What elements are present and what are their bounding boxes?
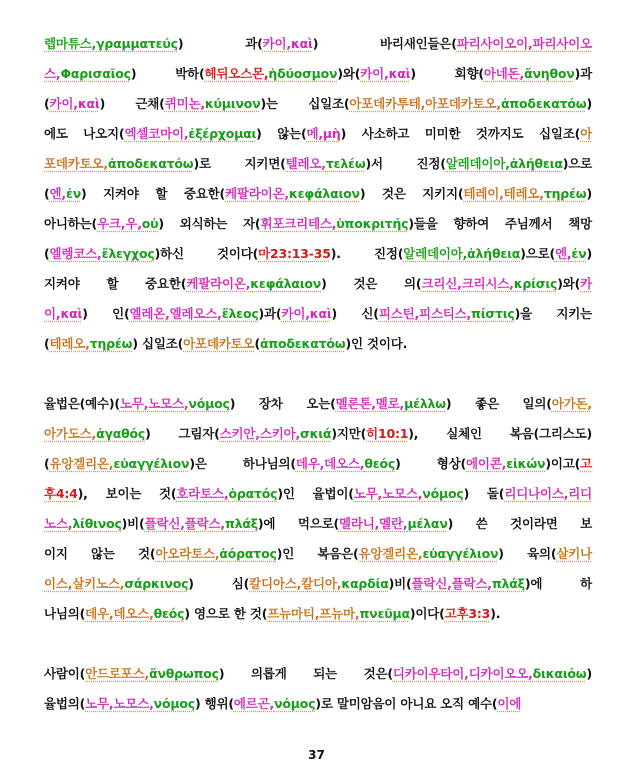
text-run: ) 않는( xyxy=(256,126,307,141)
text-run: )이고( xyxy=(545,456,581,471)
annotated-term: θεός xyxy=(153,606,185,621)
text-run: )와( xyxy=(337,66,361,81)
annotated-term: 에르곤, xyxy=(233,696,275,711)
text-run: 사람이( xyxy=(44,666,86,681)
annotated-term: δικαιόω xyxy=(532,666,587,681)
text-run: ( xyxy=(44,456,50,471)
annotated-term: μέλαν xyxy=(407,516,448,531)
annotated-term: 살키나 xyxy=(556,546,592,561)
annotated-term: πνεῦμα xyxy=(359,606,410,621)
text-line xyxy=(44,239,592,269)
annotated-term: ἀγαθός xyxy=(96,426,146,441)
text-line xyxy=(44,659,592,689)
text-run: ), 보이는 것( xyxy=(77,486,177,501)
annotated-term: 리디나이스,리디 xyxy=(504,486,592,501)
text-line xyxy=(44,59,592,89)
text-run: ) 것은 지키지( xyxy=(359,186,464,201)
text-line xyxy=(44,509,592,539)
annotated-term: 노스, xyxy=(44,516,73,531)
text-run: ), 실체인 복음(그리스도) xyxy=(408,426,592,441)
annotated-term: ἀόρατος xyxy=(219,546,277,561)
annotated-term: ἀποδεκατόω xyxy=(500,96,587,111)
text-run: ) 육의( xyxy=(498,546,557,561)
annotated-term: γραμματεύς xyxy=(96,36,178,51)
annotated-term: 멜라니,멜란, xyxy=(338,516,408,531)
annotated-term: 테레이, xyxy=(463,186,504,201)
annotated-term: ἔλεος xyxy=(221,306,259,321)
text-run: ) 바리새인들은( xyxy=(312,36,457,51)
annotated-term: 아네돈, xyxy=(483,66,525,81)
annotated-term: 히10:1 xyxy=(366,426,409,441)
text-run: ) xyxy=(586,666,592,681)
text-run: )을 지키는 xyxy=(514,306,593,321)
text-run: ) 장차 오는( xyxy=(229,396,336,411)
annotated-term: 아가도스, xyxy=(44,426,97,441)
annotated-term: 아가돈, xyxy=(551,396,592,411)
text-run: ( xyxy=(44,336,50,351)
annotated-term: 파리사이오이, xyxy=(456,36,533,51)
text-line xyxy=(44,89,592,119)
text-line xyxy=(44,449,592,479)
annotated-term: 엘렝코스, xyxy=(49,246,102,261)
annotated-term: 유앙겔리온, xyxy=(49,456,114,471)
annotated-term: πίστις xyxy=(471,306,515,321)
annotated-term: 엘레온,엘레오스, xyxy=(129,306,222,321)
text-run: ( xyxy=(44,96,50,111)
annotated-term: 테레오, xyxy=(503,186,544,201)
text-run: 이지 않는 것( xyxy=(44,546,156,561)
annotated-term: 이스,살키노스, xyxy=(44,576,125,591)
annotated-term: κρίσις xyxy=(513,276,558,291)
text-run: ) 외식하는 자( xyxy=(158,216,261,231)
text-run: )서 진정( xyxy=(365,156,446,171)
page-number: 37 xyxy=(308,748,325,762)
annotated-term: 에이콘, xyxy=(466,456,507,471)
annotated-term: 마23:13-35 xyxy=(258,246,331,261)
text-line xyxy=(44,119,592,149)
annotated-term: 칼디아스,칼디아, xyxy=(249,576,342,591)
annotated-term: τηρέω xyxy=(543,186,587,201)
annotated-term: 스키안,스키아, xyxy=(219,426,301,441)
text-line xyxy=(44,299,592,329)
text-run: ) 인( xyxy=(82,306,130,321)
annotated-term: 디카이우타이,디카이오오, xyxy=(392,666,533,681)
text-run: ) 신( xyxy=(331,306,379,321)
text-run: 율법의( xyxy=(44,696,86,711)
text-line xyxy=(44,269,592,299)
annotated-term: 헤뒤오스몬, xyxy=(204,66,269,81)
text-run: ) 쓴 것이라면 보 xyxy=(447,516,592,531)
annotated-term: ἐν xyxy=(65,186,82,201)
annotated-term: 노무,노모스, xyxy=(353,486,423,501)
annotated-term: 엔, xyxy=(554,246,572,261)
text-line xyxy=(44,149,592,179)
annotated-term: 멜론톤,멜로, xyxy=(335,396,405,411)
annotated-term: 휘포크리테스, xyxy=(260,216,337,231)
annotated-term: 노무,노모스, xyxy=(85,696,154,711)
text-run: )인 것이다. xyxy=(345,336,408,351)
text-run: )에 먹으로( xyxy=(257,516,339,531)
text-run: )인 복음은( xyxy=(276,546,359,561)
annotated-term: 카이, xyxy=(360,66,389,81)
annotated-term: πλάξ xyxy=(491,576,525,591)
annotated-term: 알레데이아, xyxy=(403,246,468,261)
paragraph-break xyxy=(44,359,592,389)
annotated-term: Φαρισαῖος xyxy=(60,66,131,81)
annotated-term: 크리신,크리시스, xyxy=(421,276,514,291)
text-run: ( xyxy=(44,186,50,201)
text-line xyxy=(44,329,592,359)
annotated-term: 아포데카토오 xyxy=(183,336,255,351)
text-line xyxy=(44,419,592,449)
annotated-term: 호라토스, xyxy=(176,486,229,501)
text-run: )비( xyxy=(388,576,412,591)
annotated-term: ἔλεγχος xyxy=(101,246,155,261)
text-run: ) 회향( xyxy=(410,66,484,81)
annotated-term: 메, xyxy=(306,126,323,141)
text-run: 아니하는( xyxy=(44,216,98,231)
text-run: )하신 것이다( xyxy=(154,246,259,261)
paragraph-break xyxy=(44,629,592,659)
text-run: )으로 xyxy=(562,156,592,171)
annotated-term: 테레오, xyxy=(49,336,90,351)
text-run: ) 사소하고 미미한 것까지도 십일조( xyxy=(340,126,581,141)
text-run: )로 말미암음이 아니요 오직 예수( xyxy=(315,696,498,711)
annotated-term: καὶ xyxy=(77,96,100,111)
annotated-term: 이에 xyxy=(497,696,522,711)
annotated-term: 케팔라이온, xyxy=(186,276,251,291)
document-body xyxy=(44,29,592,719)
text-run: ) 형상( xyxy=(395,456,467,471)
text-run: ) xyxy=(586,246,592,261)
text-run: 에도 나오지( xyxy=(44,126,125,141)
annotated-term: ὑποκριτής xyxy=(336,216,409,231)
annotated-term: 파리사이오 xyxy=(532,36,592,51)
text-run: )에 하 xyxy=(524,576,592,591)
text-run: )인 율법이( xyxy=(277,486,354,501)
annotated-term: μὴ xyxy=(322,126,341,141)
annotated-term: 이, xyxy=(44,306,61,321)
annotated-term: τηρέω xyxy=(89,336,133,351)
text-run: )는 십일조( xyxy=(260,96,350,111)
annotated-term: 카이, xyxy=(281,306,310,321)
text-line xyxy=(44,209,592,239)
annotated-term: 카 xyxy=(580,276,592,291)
annotated-term: 데우,데오스, xyxy=(85,606,154,621)
text-run: )들을 향하여 주님께서 책망 xyxy=(408,216,592,231)
annotated-term: καὶ xyxy=(60,306,83,321)
annotated-term: καὶ xyxy=(290,36,313,51)
annotated-term: οὐ xyxy=(141,216,159,231)
annotated-term: 엔, xyxy=(49,186,66,201)
text-run: ) 돌( xyxy=(463,486,505,501)
annotated-term: καὶ xyxy=(388,66,411,81)
annotated-term: ἡδύοσμον xyxy=(268,66,338,81)
annotated-term: ἄνθρωπος xyxy=(149,666,219,681)
text-run: )이다( xyxy=(409,606,445,621)
annotated-term: 알레데이아, xyxy=(445,156,510,171)
annotated-term: νόμος xyxy=(153,696,195,711)
text-run: ( xyxy=(44,246,50,261)
annotated-term: καὶ xyxy=(309,306,332,321)
annotated-term: 포데카토오, xyxy=(44,156,108,171)
annotated-term: ἄνηθον xyxy=(524,66,575,81)
annotated-term: 고 xyxy=(580,456,592,471)
annotated-term: πλάξ xyxy=(224,516,258,531)
text-line xyxy=(44,599,592,629)
annotated-term: σκιά xyxy=(300,426,332,441)
text-run: )로 지키면( xyxy=(193,156,286,171)
text-run: )과( xyxy=(258,306,282,321)
annotated-term: τελέω xyxy=(325,156,366,171)
annotated-term: 렙마튜스, xyxy=(44,36,97,51)
text-run: )은 하나님의( xyxy=(189,456,296,471)
annotated-term: 프뉴마티,프뉴마, xyxy=(267,606,360,621)
text-run: ). xyxy=(490,606,501,621)
annotated-term: νόμος xyxy=(188,396,230,411)
annotated-term: εὐαγγέλιον xyxy=(113,456,190,471)
text-run: ) 그림자( xyxy=(145,426,220,441)
annotated-term: 아포데카투테, xyxy=(349,96,426,111)
annotated-term: εἰκών xyxy=(506,456,546,471)
annotated-term: ἀλήθεια xyxy=(509,156,563,171)
annotated-term: μέλλω xyxy=(404,396,446,411)
text-run: 지켜야 할 중요한( xyxy=(44,276,187,291)
annotated-term: θεός xyxy=(364,456,396,471)
annotated-term: σάρκινος xyxy=(124,576,189,591)
annotated-term: 케팔라이온, xyxy=(225,186,289,201)
text-run: ) 십일조( xyxy=(132,336,184,351)
text-run: ) 지켜야 할 중요한( xyxy=(81,186,226,201)
text-run: ) 박하( xyxy=(130,66,205,81)
text-run: ) 영으로 한 것( xyxy=(184,606,268,621)
text-run: 나님의( xyxy=(44,606,86,621)
text-run: )비( xyxy=(121,516,145,531)
annotated-term: καρδία xyxy=(341,576,389,591)
annotated-term: κεφάλαιον xyxy=(288,186,360,201)
annotated-term: 퀴미논, xyxy=(164,96,205,111)
text-run: 율법은(예수)( xyxy=(44,396,120,411)
annotated-term: 플락신,플락스, xyxy=(144,516,225,531)
annotated-term: νόμος xyxy=(422,486,464,501)
annotated-term: κύμινον xyxy=(204,96,261,111)
text-run: ( xyxy=(254,336,260,351)
annotated-term: 우크,우, xyxy=(97,216,142,231)
text-run: ) xyxy=(586,96,592,111)
text-run: ) 좋은 일의( xyxy=(445,396,552,411)
annotated-term: 텔레오, xyxy=(285,156,326,171)
annotated-term: εὐαγγέλιον xyxy=(422,546,499,561)
text-run: ) 의롭게 되는 것은( xyxy=(218,666,393,681)
annotated-term: νόμος xyxy=(274,696,316,711)
annotated-term: ἐξέρχομαι xyxy=(188,126,257,141)
annotated-term: λίθινος xyxy=(72,516,122,531)
text-line xyxy=(44,479,592,509)
annotated-term: ὁρατός xyxy=(228,486,278,501)
text-line xyxy=(44,689,592,719)
annotated-term: ἀλήθεια xyxy=(467,246,521,261)
text-run: )으로( xyxy=(520,246,555,261)
annotated-term: κεφάλαιον xyxy=(250,276,322,291)
annotated-term: 데우,데오스, xyxy=(295,456,365,471)
annotated-term: 카이, xyxy=(49,96,78,111)
annotated-term: 노무,노모스, xyxy=(119,396,189,411)
text-run: ) 근채( xyxy=(99,96,165,111)
annotated-term: 안드로포스, xyxy=(85,666,150,681)
text-line xyxy=(44,539,592,569)
text-run: ) 행위( xyxy=(194,696,234,711)
text-run: )과 xyxy=(574,66,592,81)
annotated-term: 후4:4 xyxy=(44,486,78,501)
annotated-term: 아포데카토오, xyxy=(425,96,501,111)
annotated-term: 고후3:3 xyxy=(444,606,491,621)
text-line xyxy=(44,179,592,209)
annotated-term: 아 xyxy=(580,126,592,141)
annotated-term: 피스틴,피스티스, xyxy=(378,306,472,321)
annotated-term: 유앙겔리온, xyxy=(358,546,423,561)
text-line xyxy=(44,569,592,599)
annotated-term: 플락신,플락스, xyxy=(411,576,492,591)
text-run: )지만( xyxy=(331,426,367,441)
annotated-term: 스, xyxy=(44,66,61,81)
annotated-term: ἀποδεκατόω xyxy=(259,336,346,351)
text-run: ). 진정( xyxy=(330,246,404,261)
text-run: ) 것은 의( xyxy=(321,276,422,291)
text-run: ) 과( xyxy=(177,36,263,51)
annotated-term: 카이, xyxy=(262,36,291,51)
text-run: ) xyxy=(586,186,592,201)
annotated-term: ἐν xyxy=(571,246,587,261)
annotated-term: ἀποδεκατόω xyxy=(107,156,194,171)
text-run: )와( xyxy=(557,276,581,291)
text-line xyxy=(44,389,592,419)
annotated-term: 아오라토스, xyxy=(155,546,220,561)
annotated-term: 엑셀코마이, xyxy=(124,126,189,141)
text-line xyxy=(44,29,592,59)
text-run: ) 심( xyxy=(188,576,250,591)
